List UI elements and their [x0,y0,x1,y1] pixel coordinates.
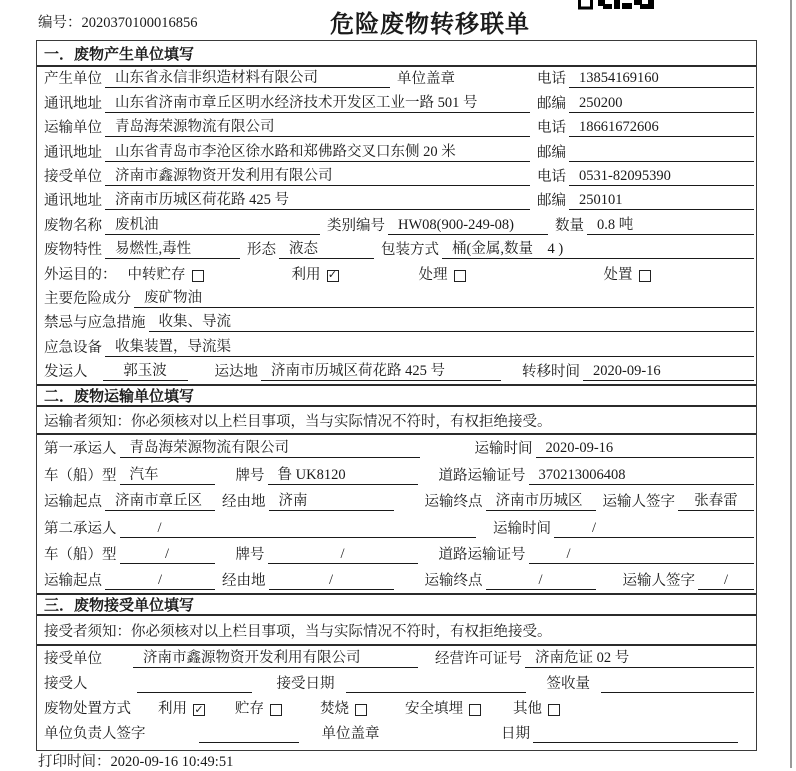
purpose-option-disposal [604,263,651,284]
via-label: 经由地 [222,494,266,511]
form-label: 形态 [247,242,276,259]
carrier2-value: / [120,520,477,538]
transporter-address-value: 山东省青岛市李沧区徐水路和郑佛路交叉口东侧 20 米 [105,140,530,162]
transport-time-label: 运输时间 [493,520,551,537]
manifest-form-table [36,40,757,751]
zip-label: 邮编 [537,144,566,161]
field-row-head-signature [37,721,756,746]
vehicle-type-label: 车（船）型 [44,467,117,484]
field-row-carrier1 [37,435,756,461]
transfer-time-value: 2020-09-16 [583,363,754,381]
field-row-disposal [37,696,756,721]
date-label: 日期 [501,726,530,743]
producer-address-value: 山东省济南市章丘区明水经济技术开发区工业一路 501 号 [105,91,530,113]
origin-label: 运输起点 [44,573,102,590]
transfer-time-label: 转移时间 [522,364,580,381]
transporter-label: 运输单位 [44,120,102,137]
option-label: 利用 [158,701,187,718]
taboo-value: 收集、导流 [149,310,755,332]
sign-qty-value [601,692,754,693]
field-row-equipment [37,335,756,359]
disposal-option-incineration [320,697,367,718]
head-sign-label: 单位负责人签字 [44,726,146,743]
address-label: 通讯地址 [44,193,102,210]
plate-label: 牌号 [235,467,265,484]
checkbox-disposal [639,270,651,282]
accept-date-label: 接受日期 [276,676,335,693]
vehicle2-value: / [120,546,215,564]
checkbox-incineration [355,704,367,716]
road-cert-label: 道路运输证号 [438,547,526,564]
sign2-value: / [698,572,754,590]
section-3-header: 三．废物接受单位填写 [37,593,756,616]
accept-date-value [346,692,526,693]
destination-label: 运达地 [214,364,258,381]
sign1-value: 张春雷 [678,489,754,511]
checkbox-treatment [454,270,466,282]
purpose-option-transfer-storage [128,263,204,284]
receiver-value: 济南市鑫源物资开发利用有限公司 [105,164,530,186]
category-label: 类别编号 [327,217,385,234]
doc-number-value: 2020370100016856 [81,15,198,31]
qr-code-fragment [578,0,656,10]
unit-seal-label: 单位盖章 [397,71,455,88]
category-value: HW08(900-249-08) [388,217,548,235]
phone-label: 电话 [537,168,566,185]
transporter-sign-label: 运输人签字 [602,494,675,511]
field-row-sender [37,360,756,384]
hazard-label: 主要危险成分 [44,290,131,307]
field-row-recipient [37,671,756,696]
checkbox-transfer-storage [192,270,204,282]
quantity-label: 数量 [555,217,584,234]
packing-label: 包装方式 [381,242,439,259]
quantity-value: 0.8 吨 [587,213,754,235]
date-value [533,742,738,743]
receiver-notice: 接受者须知：你必须核对以上栏目事项，当与实际情况不符时，有权拒绝接受。 [37,616,756,646]
page-edge-line [790,0,792,768]
phone-label: 电话 [537,71,566,88]
head-sign-value [199,742,299,743]
section-1-header: 一．废物产生单位填写 [37,41,756,67]
license-value: 济南危证 02 号 [525,646,754,668]
field-row-transporter-address [37,140,756,164]
doc-number-label: 编号： [38,15,82,31]
plate1-value: 鲁 UK8120 [268,463,418,485]
sender-label: 发运人 [44,364,88,381]
address-label: 通讯地址 [44,144,102,161]
receiver-address-value: 济南市历城区荷花路 425 号 [105,188,530,210]
carrier1-label: 第一承运人 [44,441,117,458]
field-row-purpose [37,262,756,286]
option-label: 中转贮存 [127,266,186,283]
origin1-value: 济南市章丘区 [105,489,215,511]
page-title: 危险废物转移联单 [330,12,530,38]
form-value: 液态 [279,237,374,259]
equipment-value: 收集装置，导流渠 [105,335,754,357]
waste-name-value: 废机油 [105,213,320,235]
option-label: 处理 [418,266,448,283]
field-row-producer-address [37,91,756,115]
sign-qty-label: 签收量 [546,676,590,693]
field-row-waste-trait [37,238,756,262]
checkbox-reuse: ✓ [327,269,338,282]
receiver-phone-value: 0531-82095390 [569,168,754,186]
option-label: 焚烧 [320,701,349,718]
field-row-route1 [37,488,756,514]
field-row-route2 [37,567,756,593]
producer-phone-value: 13854169160 [569,70,754,88]
vehicle1-value: 汽车 [120,463,215,485]
unit-seal-label: 单位盖章 [321,726,380,743]
receiver-label: 接受单位 [44,168,102,185]
recipient-value [137,692,252,693]
vehicle-type-label: 车（船）型 [44,547,117,564]
purpose-option-treatment [419,263,466,284]
zip-label: 邮编 [537,193,566,210]
transporter-sign-label: 运输人签字 [622,573,695,590]
transporter-notice: 运输者须知：你必须核对以上栏目事项，当与实际情况不符时，有权拒绝接受。 [37,407,756,435]
field-row-vehicle2 [37,541,756,567]
destination-value: 济南市历城区荷花路 425 号 [261,359,501,381]
road-cert2-value: / [529,546,755,564]
print-time-value: 2020-09-16 10:49:51 [110,754,234,770]
field-row-taboo [37,311,756,335]
transporter-phone-value: 18661672606 [569,119,754,137]
option-label: 其他 [513,701,542,718]
field-row-waste-name [37,213,756,237]
transporter-zip-value [569,161,754,162]
end2-value: / [486,572,596,590]
option-label: 处置 [603,266,633,283]
origin2-value: / [105,572,215,590]
trait-label: 废物特性 [44,242,102,259]
zip-label: 邮编 [537,95,566,112]
field-row-transporter [37,116,756,140]
purpose-label: 外运目的： [44,266,117,283]
option-label: 利用 [291,266,321,283]
trait-value: 易燃性,毒性 [105,237,240,259]
disposal-option-landfill [405,697,481,718]
field-row-producer [37,67,756,91]
checkbox-storage [270,704,282,716]
disposal-option-other [513,697,560,718]
origin-label: 运输起点 [44,494,102,511]
checkbox-landfill [469,704,481,716]
checkbox-reuse: ✓ [194,703,204,716]
field-row-vehicle1 [37,461,756,487]
disposal-label: 废物处置方式 [44,701,131,718]
purpose-option-reuse [292,263,339,284]
field-row-receiver [37,165,756,189]
field-row-receiver-address [37,189,756,213]
recipient-label: 接受人 [44,676,88,693]
producer-zip-value: 250200 [569,95,754,113]
transport-time-label: 运输时间 [474,441,533,458]
carrier1-value: 青岛海荣源物流有限公司 [120,436,420,458]
phone-label: 电话 [537,120,566,137]
option-label: 贮存 [235,701,264,718]
end-label: 运输终点 [424,573,483,590]
waste-name-label: 废物名称 [44,217,102,234]
end-label: 运输终点 [424,494,483,511]
field-row-receive-unit [37,646,756,671]
producer-value: 山东省永信非织造材料有限公司 [105,66,390,88]
end1-value: 济南市历城区 [486,489,596,511]
doc-number [38,11,198,32]
hazard-value: 废矿物油 [134,286,754,308]
disposal-option-reuse [158,697,205,718]
checkbox-other [548,704,560,716]
producer-label: 产生单位 [44,71,102,88]
plate2-value: / [268,546,418,564]
taboo-label: 禁忌与应急措施 [44,315,146,332]
via1-value: 济南 [269,489,394,511]
packing-value: 桶(金属,数量 4 ) [442,237,754,259]
via2-value: / [269,572,394,590]
field-row-hazard [37,287,756,311]
receive-unit-value: 济南市鑫源物资开发利用有限公司 [133,646,418,668]
transport-time2-value: / [554,520,754,538]
license-label: 经营许可证号 [435,651,522,668]
plate-label: 牌号 [235,547,265,564]
receive-unit-label: 接受单位 [44,651,102,668]
sender-value: 郭玉波 [103,359,188,381]
via-label: 经由地 [222,573,266,590]
receiver-zip-value: 250101 [569,192,754,210]
section-2-header: 二．废物运输单位填写 [37,384,756,407]
road-cert-label: 道路运输证号 [438,467,526,484]
equipment-label: 应急设备 [44,339,102,356]
option-label: 安全填埋 [405,701,463,718]
transport-time1-value: 2020-09-16 [536,440,755,458]
disposal-option-storage [235,697,282,718]
address-label: 通讯地址 [44,95,102,112]
print-time-label: 打印时间： [38,754,111,770]
transporter-value: 青岛海荣源物流有限公司 [105,115,530,137]
road-cert1-value: 370213006408 [529,467,755,485]
carrier2-label: 第二承运人 [44,520,117,537]
field-row-carrier2 [37,514,756,540]
